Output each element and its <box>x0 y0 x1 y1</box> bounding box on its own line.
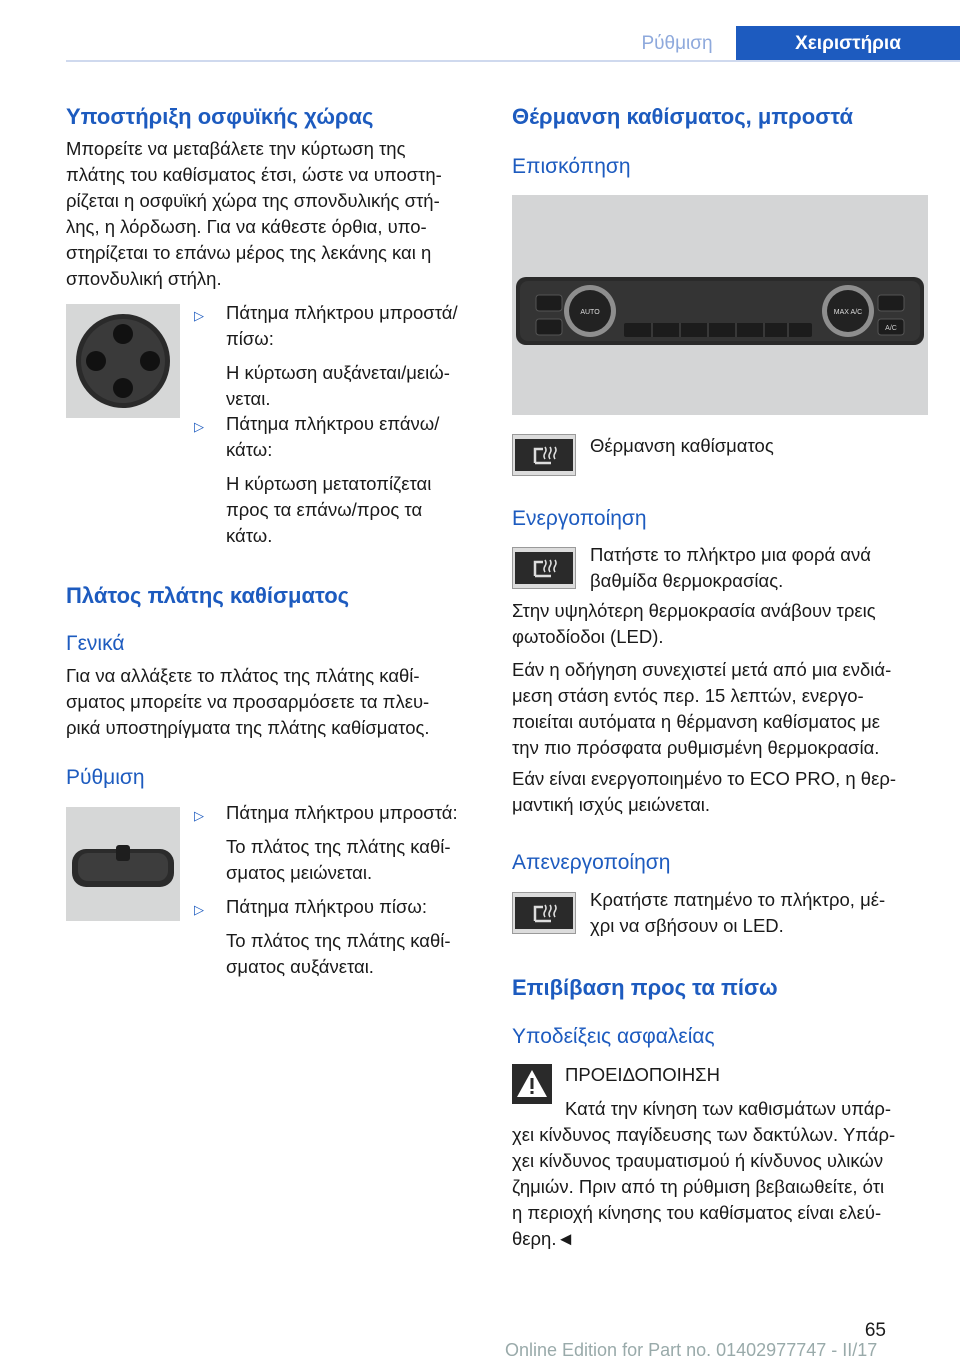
text-line: μεση στάση εντός περ. 15 λεπτών, ενεργο‐ <box>512 685 864 706</box>
bullet-triangle-icon: ▷ <box>194 808 204 823</box>
activation-instruction <box>590 542 871 594</box>
text-line: νεται. <box>226 388 271 409</box>
warning-label: ΠΡΟΕΙΔΟΠΟΙΗΣΗ <box>565 1064 720 1085</box>
text-line: Εάν η οδήγηση συνεχιστεί μετά από μια ενδιά‐ <box>512 659 892 680</box>
text-line: η περιοχή κίνησης του καθίσματος είναι ελεύ‐ <box>512 1202 882 1223</box>
adjust-subheading: Ρύθμιση <box>66 766 145 789</box>
text-line: Η κύρτωση μετατοπίζεται <box>226 473 432 494</box>
header-divider <box>66 60 960 62</box>
backrest-width-heading: Πλάτος πλάτης καθίσματος <box>66 583 350 608</box>
activation-led-text <box>512 598 876 650</box>
text-line: λης, η λόρδωση. Για να κάθεστε όρθια, υπο‐ <box>66 216 427 237</box>
seat-heating-button-image <box>512 434 576 476</box>
text-line: Πατήστε το πλήκτρο μια φορά ανά <box>590 544 871 565</box>
text-line: Πάτημα πλήκτρου πίσω: <box>226 896 427 917</box>
lumbar-switch-image <box>66 304 180 418</box>
text-line: μαντική ισχύς μειώνεται. <box>512 794 711 815</box>
text-line: Εάν είναι ενεργοποιημένο το ECO PRO, η θερ‐ <box>512 768 897 789</box>
bullet-triangle-icon: ▷ <box>194 419 204 434</box>
lumbar-support-heading: Υποστήριξη οσφυϊκής χώρας <box>66 104 374 129</box>
backrest-item-forward <box>226 800 458 886</box>
text-line: προς τα επάνω/προς τα <box>226 499 423 520</box>
header-tab-controls[interactable]: Χειριστήρια <box>736 26 960 62</box>
text-line: ρίζεται η οσφυϊκή χώρα της σπονδυλικής στή‐ <box>66 190 440 211</box>
text-line: Πάτημα πλήκτρου μπροστά: <box>226 802 458 823</box>
ac-label: A/C <box>885 325 897 332</box>
page-number: 65 <box>864 1320 886 1341</box>
bullet-triangle-icon: ▷ <box>194 902 204 917</box>
seat-heating-button-image <box>512 892 576 934</box>
max-ac-label: MAX A/C <box>833 309 863 316</box>
text-line: την πιο πρόσφατα ρυθμισμένη θερμοκρασία. <box>512 737 880 758</box>
text-line: Η κύρτωση αυξάνεται/μειώ‐ <box>226 362 450 383</box>
text-line: ποιείται αυτόματα η θέρμανση καθίσματος με <box>512 711 881 732</box>
text-line: κάτω. <box>226 525 273 546</box>
warning-text-rest <box>512 1122 895 1252</box>
text-line: Κρατήστε πατημένο το πλήκτρο, μέ‐ <box>590 889 886 910</box>
text-line: ζημιών. Πριν από τη ρύθμιση βεβαιωθείτε, ότι <box>512 1176 885 1197</box>
warning-triangle-icon <box>512 1064 552 1104</box>
auto-label: AUTO <box>580 309 600 316</box>
text-line: Πάτημα πλήκτρου επάνω/ <box>226 413 440 434</box>
text-line: Για να αλλάξετε το πλάτος της πλάτης καθί‐ <box>66 665 420 686</box>
lumbar-item-fwd-back <box>226 300 458 412</box>
text-line: φωτοδίοδοι (LED). <box>512 626 664 647</box>
text-line: χει κίνδυνος παγίδευσης των δακτύλων. Υπάρ‐ <box>512 1124 896 1145</box>
text-line: βαθμίδα θερμοκρασίας. <box>590 570 784 591</box>
text-line: Στην υψηλότερη θερμοκρασία ανάβουν τρεις <box>512 600 876 621</box>
text-line: στηρίζεται το επάνω μέρος της λεκάνης και η <box>66 242 432 263</box>
safety-notes-subheading: Υποδείξεις ασφαλείας <box>512 1025 715 1048</box>
overview-subheading: Επισκόπηση <box>512 155 631 178</box>
activation-auto-text <box>512 657 891 761</box>
lumbar-intro <box>66 136 442 292</box>
climate-control-panel-image <box>512 195 928 415</box>
backrest-general-text <box>66 663 430 741</box>
easy-entry-heading: Επιβίβαση προς τα πίσω <box>512 975 778 1000</box>
bullet-triangle-icon: ▷ <box>194 308 204 323</box>
lumbar-item-up-down <box>226 411 439 549</box>
seat-heating-caption: Θέρμανση καθίσματος <box>590 435 774 456</box>
text-line: ρικά υποστηρίγματα της πλάτης καθίσματος. <box>66 717 430 738</box>
text-line: θερη.◄ <box>512 1228 575 1249</box>
text-line: Πάτημα πλήκτρου μπροστά/ <box>226 302 458 323</box>
text-line: σματος αυξάνεται. <box>226 956 374 977</box>
text-line: σπονδυλική στήλη. <box>66 268 222 289</box>
warning-text-first: Κατά την κίνηση των καθισμάτων υπάρ‐ <box>565 1098 892 1119</box>
activation-eco-text <box>512 766 896 818</box>
seat-heating-button-image <box>512 547 576 589</box>
footer-edition: Online Edition for Part no. 01402977747 - II/17 <box>505 1340 878 1360</box>
deactivation-subheading: Απενεργοποίηση <box>512 851 671 874</box>
text-line: Μπορείτε να μεταβάλετε την κύρτωση της <box>66 138 406 159</box>
text-line: πίσω: <box>226 328 274 349</box>
backrest-item-back <box>226 894 451 980</box>
text-line: Το πλάτος της πλάτης καθί‐ <box>226 836 451 857</box>
deactivation-instruction <box>590 887 885 939</box>
header-tab-settings[interactable]: Ρύθμιση <box>641 33 713 54</box>
text-line: σματος μειώνεται. <box>226 862 373 883</box>
text-line: Το πλάτος της πλάτης καθί‐ <box>226 930 451 951</box>
backrest-width-switch-image <box>66 807 180 921</box>
general-subheading: Γενικά <box>66 632 125 655</box>
text-line: σματος μπορείτε να προσαρμόσετε τα πλευ‐ <box>66 691 430 712</box>
text-line: πλάτης του καθίσματος έτσι, ώστε να υποστη‐ <box>66 164 442 185</box>
text-line: κάτω: <box>226 439 273 460</box>
text-line: χει κίνδυνος τραυματισμού ή κίνδυνος υλικών <box>512 1150 884 1171</box>
text-line: χρι να σβήσουν οι LED. <box>590 915 784 936</box>
activation-subheading: Ενεργοποίηση <box>512 507 647 530</box>
seat-heating-heading: Θέρμανση καθίσματος, μπροστά <box>512 104 854 129</box>
